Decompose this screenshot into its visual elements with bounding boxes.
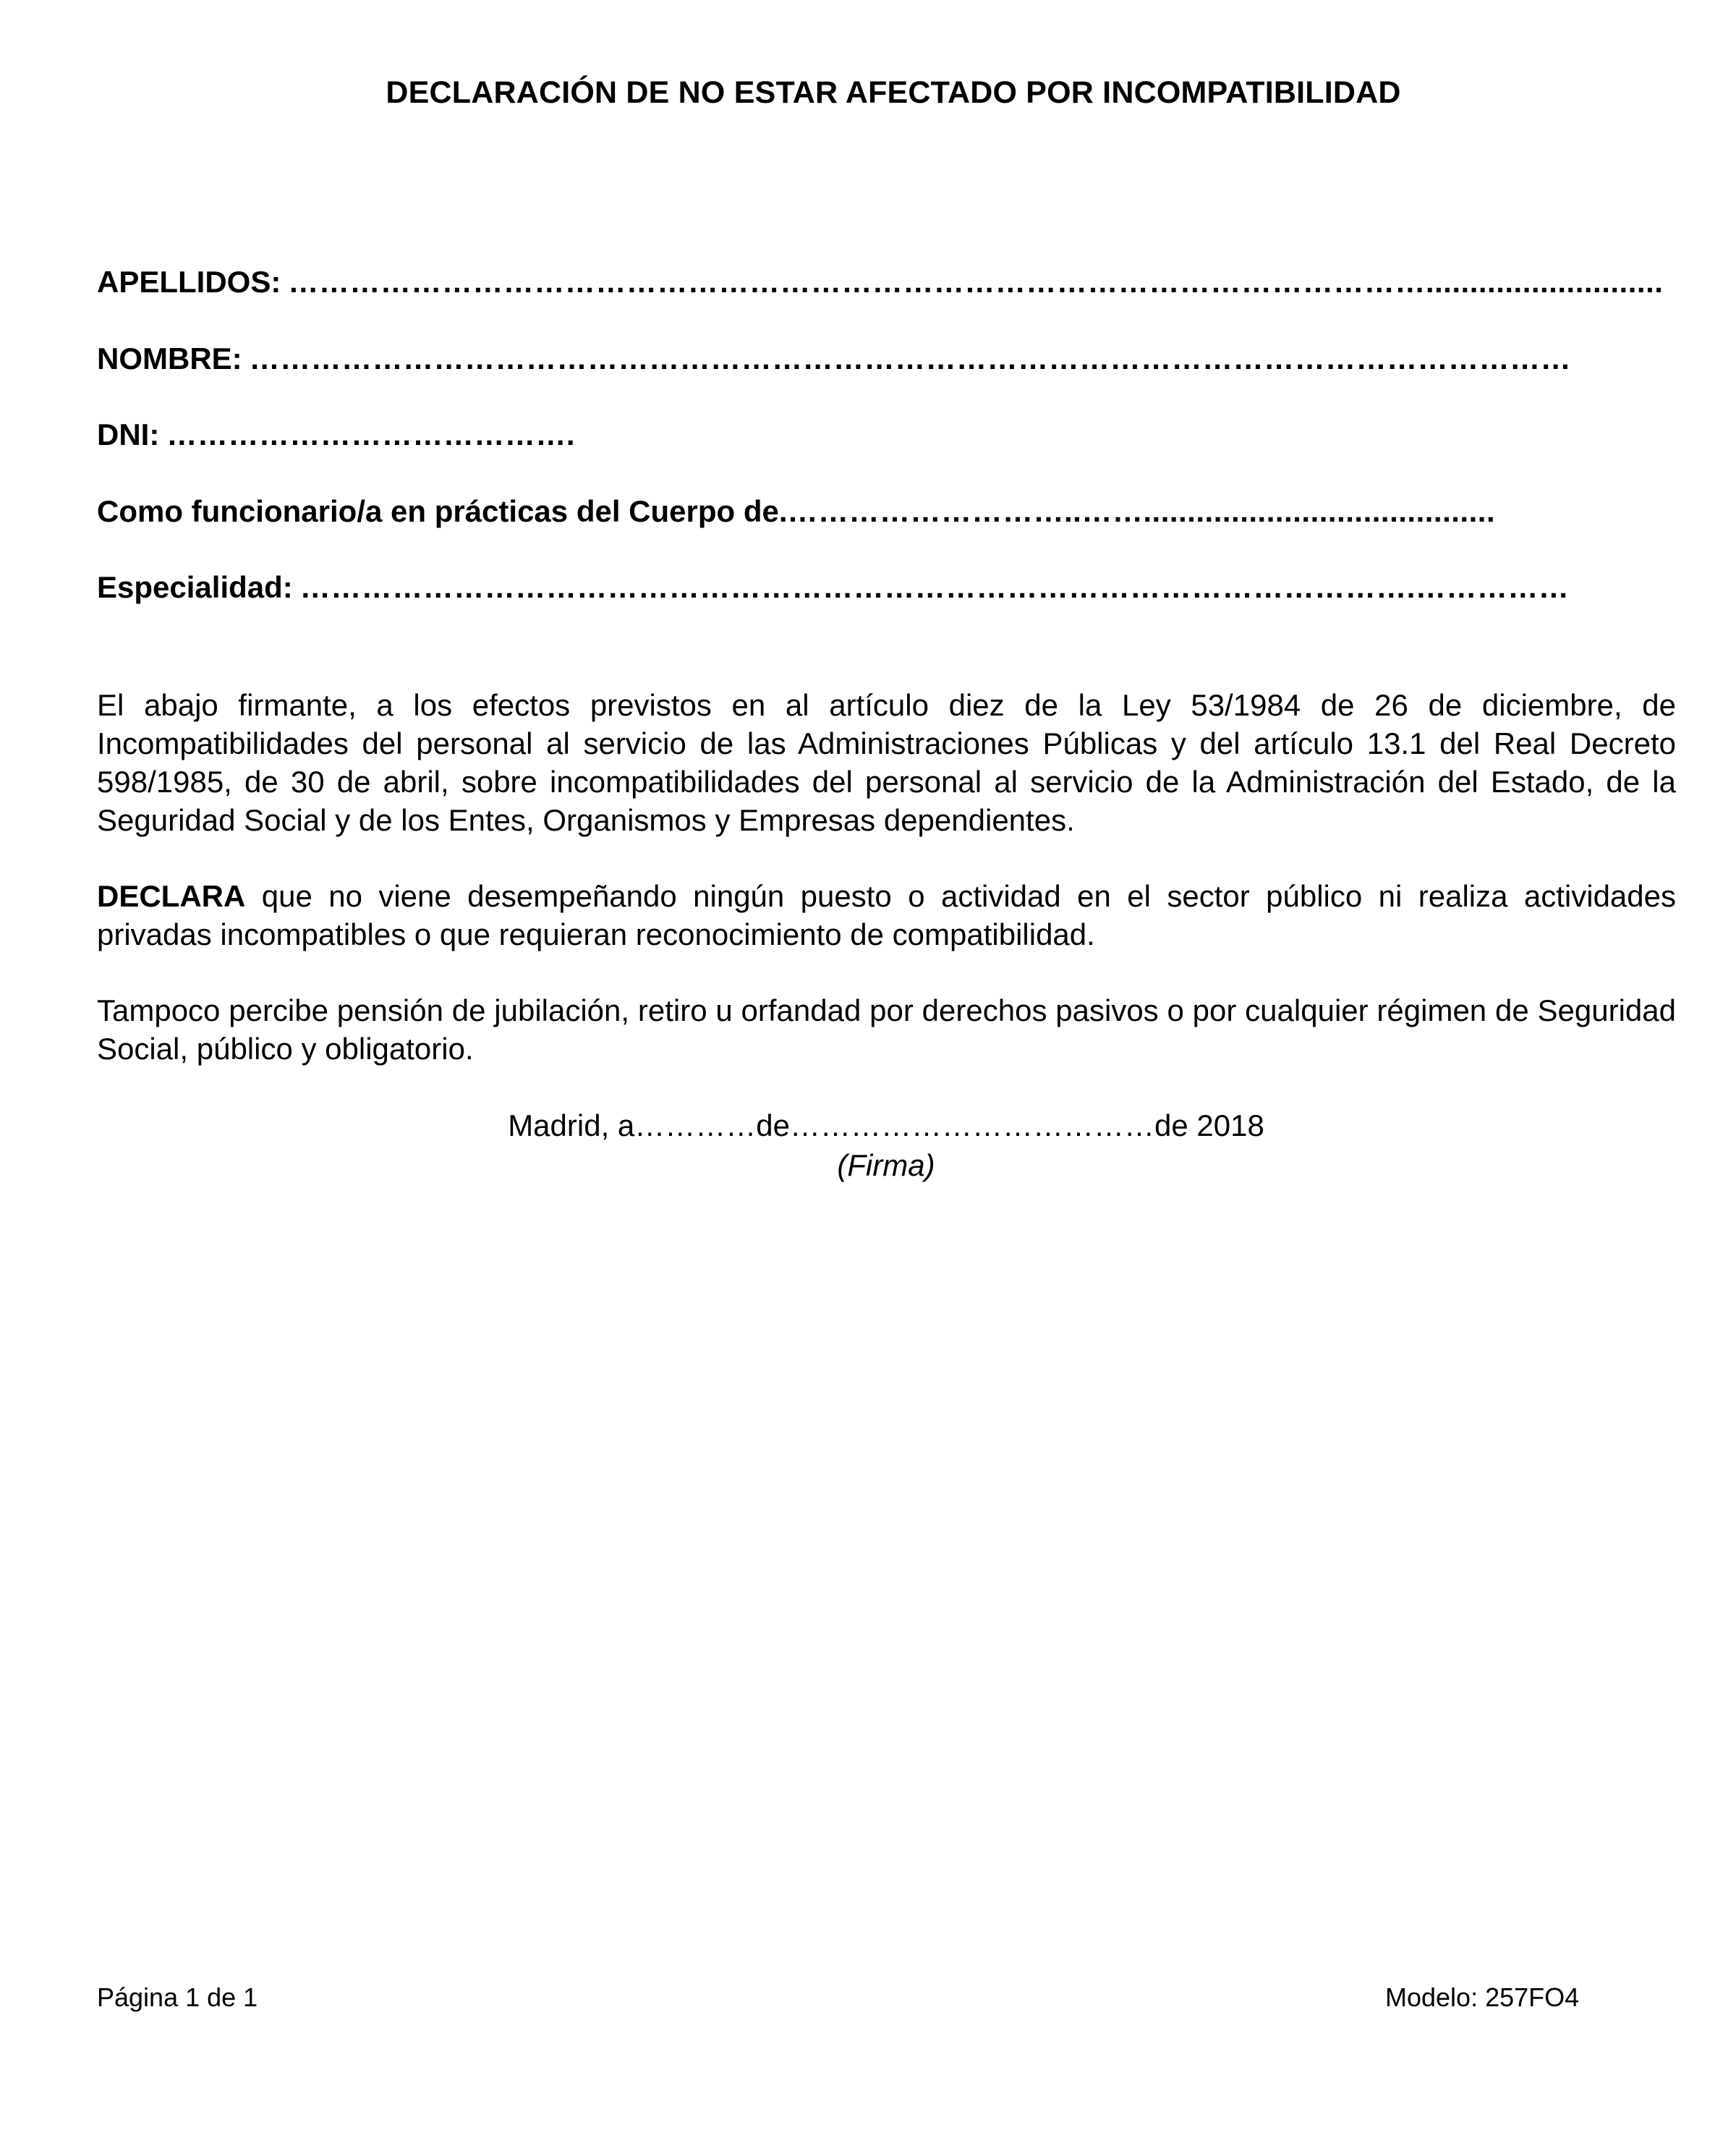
date-line[interactable]: Madrid, a…………de………………………………de 2018 <box>508 1108 1264 1142</box>
field-nombre[interactable] <box>97 341 1670 418</box>
field-cuerpo[interactable] <box>97 494 1670 571</box>
field-dots: ………………………………………………………………………………………………………………… <box>249 341 1572 375</box>
declaration-text: que no viene desempeñando ningún puesto o actividad en el sector público ni realiza actividades privadas incompatibles o que requieran reconocimiento de compatibilidad. <box>97 879 1676 951</box>
signature-label: (Firma) <box>837 1148 935 1182</box>
paragraph-pension: Tampoco percibe pensión de jubilación, retiro u orfandad por derechos pasivos o por cualquier régimen de Seguridad Social, público y obligatorio. <box>97 993 1676 1066</box>
field-dots: …………………………………………………………………………………………………........................... <box>288 265 1664 299</box>
field-label: NOMBRE: <box>97 341 242 375</box>
field-label: Como funcionario/a en prácticas del Cuerpo de. <box>97 493 788 528</box>
field-label: DNI: <box>97 417 160 451</box>
form-fields <box>97 265 1670 647</box>
field-dots: ………………………..……........................................ <box>787 493 1496 528</box>
field-label: Especialidad: <box>97 570 293 604</box>
field-apellidos[interactable] <box>97 265 1670 341</box>
field-label: APELLIDOS: <box>97 265 281 299</box>
field-dni[interactable] <box>97 417 1670 494</box>
field-dots: …………………………………. <box>166 417 575 451</box>
paragraph-legal-basis: El abajo firmante, a los efectos previstos en al artículo diez de la Ley 53/1984 de 26 de diciembre, de Incompatibilidades del personal al servicio de las Administraciones Públicas y del artículo 13.1 del Real Decreto 598/1985, de 30 de abril, sobre incompatibilidades del personal al servicio de la Administración del Estado, de la Seguridad Social y de los Entes, Organismos y Empresas dependientes. <box>97 688 1676 837</box>
paragraph-declaration <box>97 877 1676 954</box>
field-especialidad[interactable] <box>97 570 1670 647</box>
page-number: Página 1 de 1 <box>97 1982 258 2012</box>
field-dots: ……………………………………………………………………………………………….…………… <box>299 570 1570 604</box>
declara-keyword: DECLARA <box>97 879 246 913</box>
model-code: Modelo: 257FO4 <box>1385 1982 1580 2012</box>
document-title: DECLARACIÓN DE NO ESTAR AFECTADO POR INCOMPATIBILIDAD <box>386 75 1401 110</box>
declaration-body <box>97 686 1676 1068</box>
